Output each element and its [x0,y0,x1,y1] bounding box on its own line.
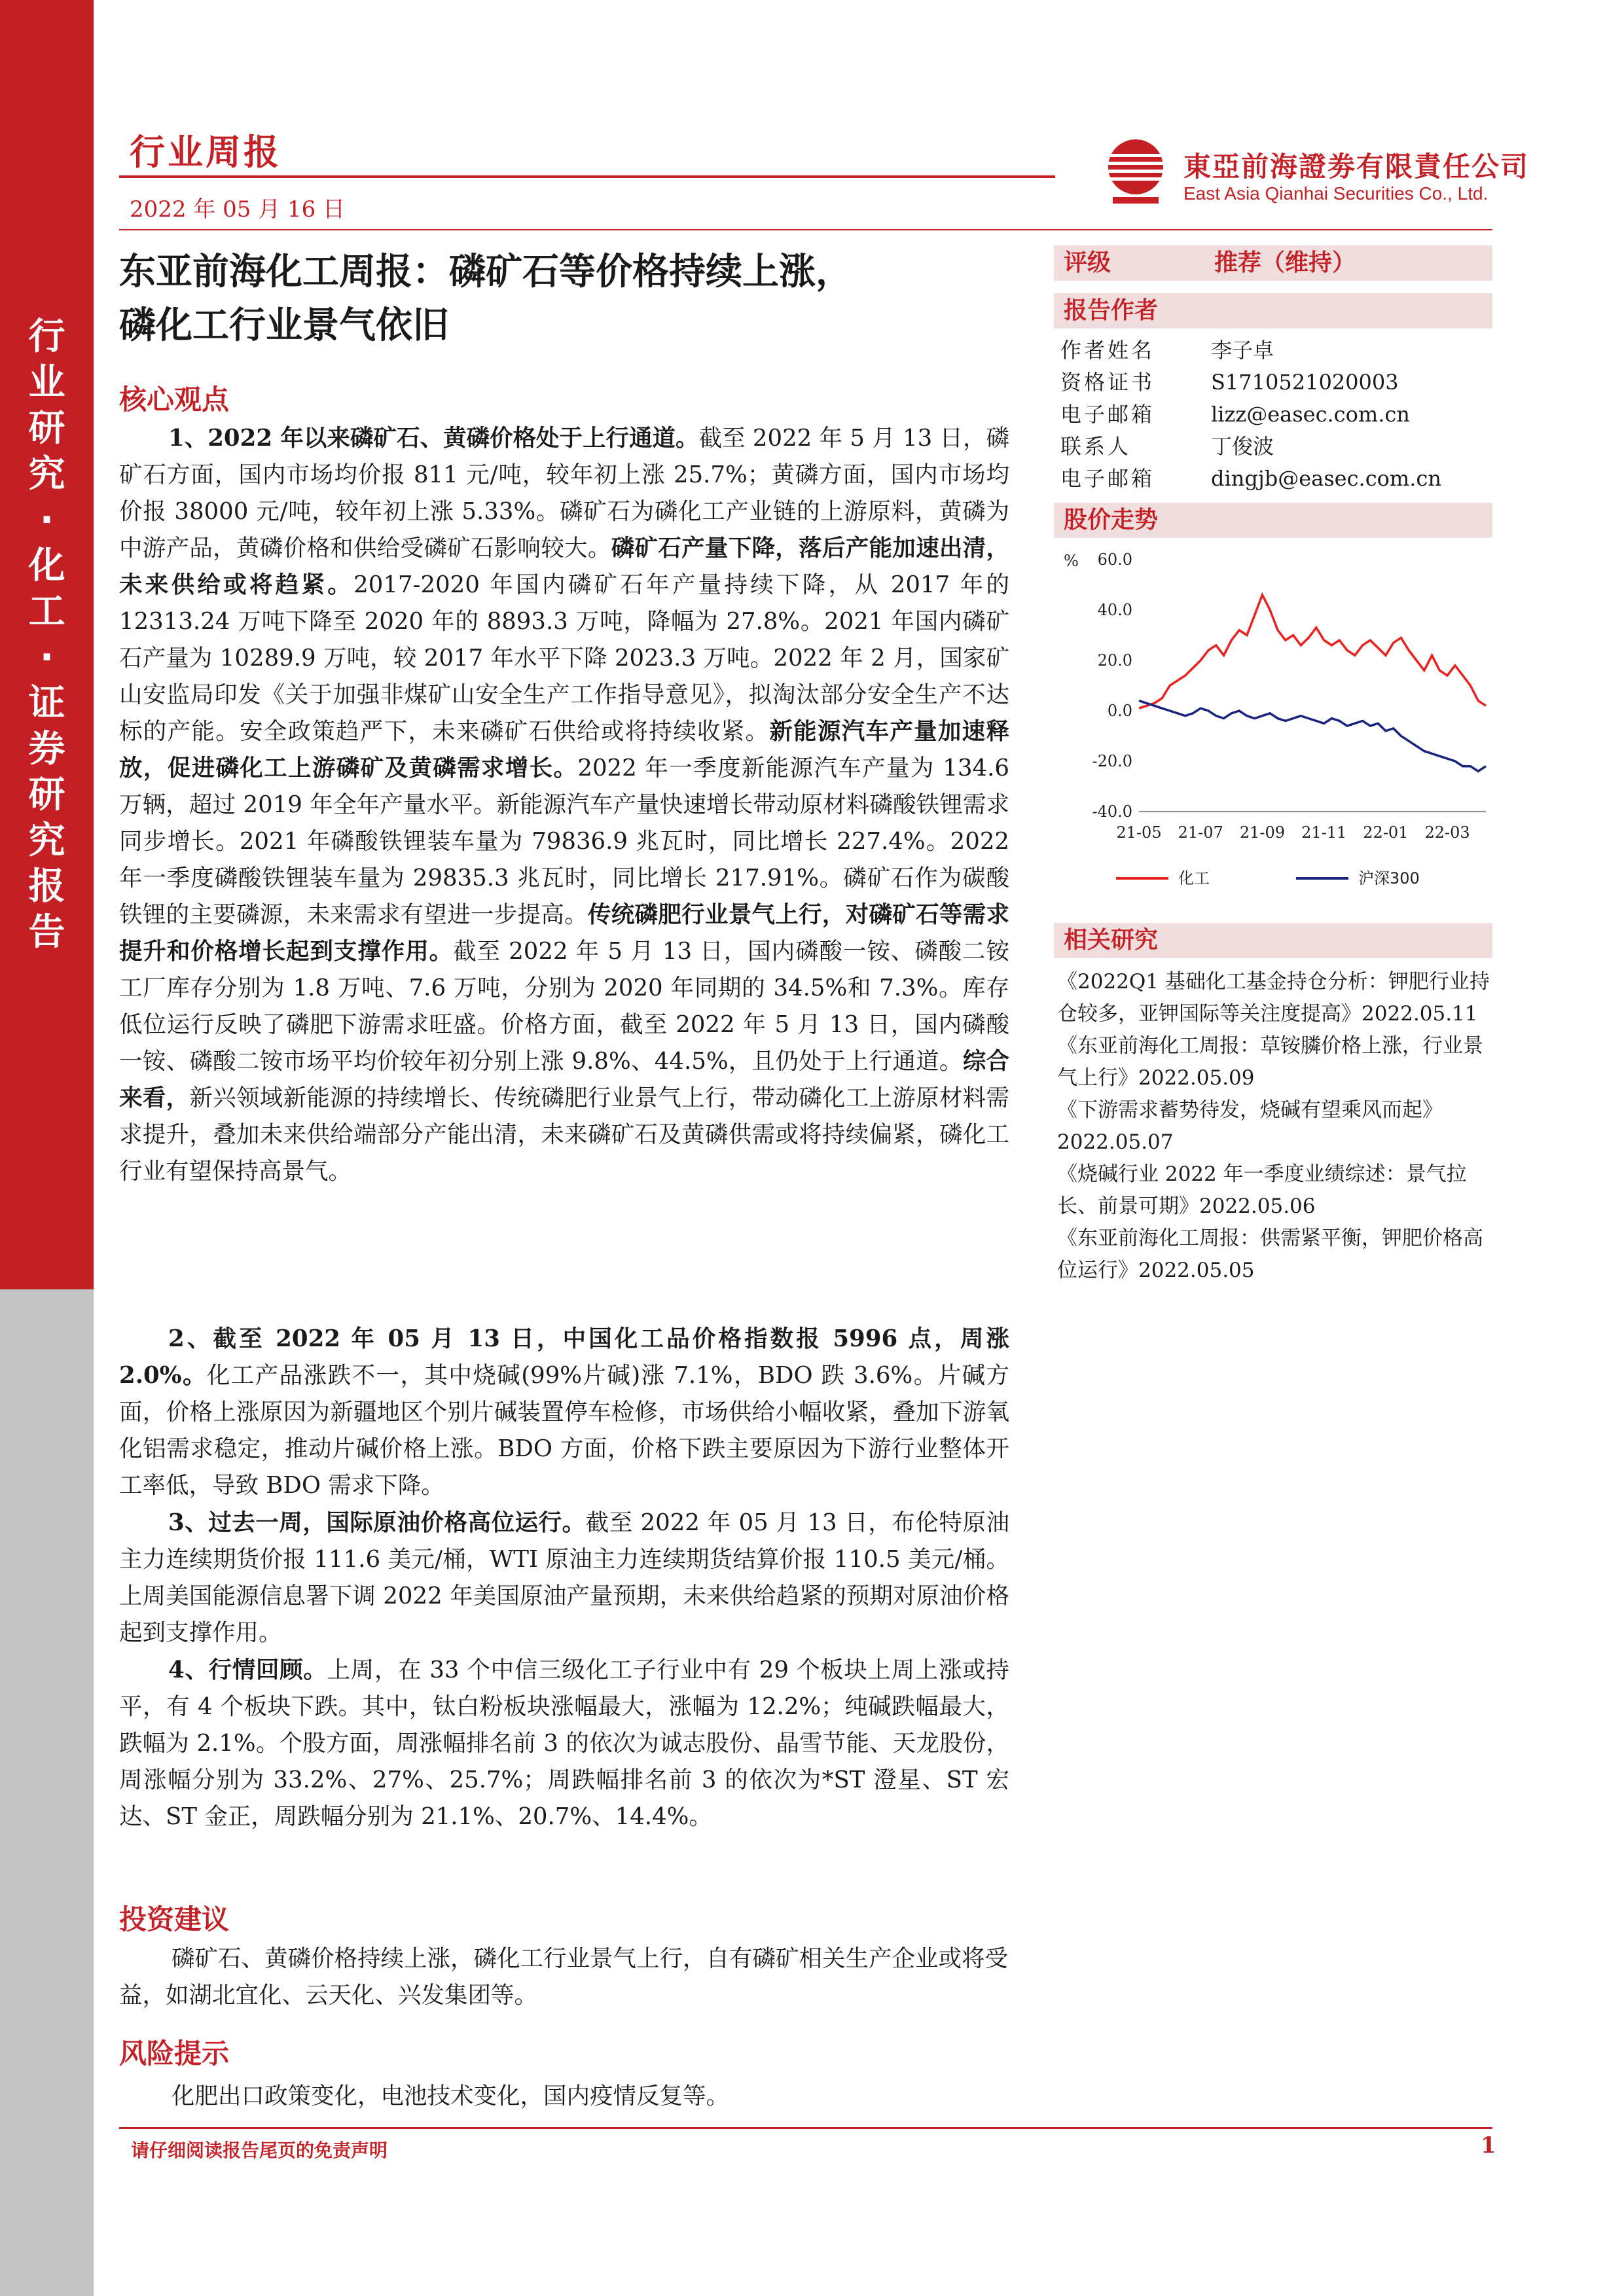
text-run: 2022 年一季度新能源汽车产量为 134.6 万辆，超过 2019 年全年产量水平。新能源汽车产量快速增长带动原材料磷酸铁锂需求同步增长。2021 年磷酸铁锂装车量为 79836.9 兆瓦时，同比增长 227.4%。2022 年一季度磷酸铁锂装车量为 29835.3 兆瓦时，同比增长 217.91%。磷矿石作为碳酸铁锂的主要磷源，未来需求有望进一步提高。 [119,755,1009,928]
sidebar-char: 工 [28,590,65,633]
sidebar-char: 证 [28,682,65,725]
invest-heading: 投资建议 [119,1903,230,1935]
authors-heading: 报告作者 [1054,293,1492,329]
author-row [1060,334,1274,367]
y-tick-label: 40.0 [1097,601,1132,619]
title-line-2: 磷化工行业景气依旧 [119,304,449,347]
core-paragraph-4 [119,1652,1009,1835]
rating-box [1054,245,1492,281]
company-logo-icon [1100,134,1172,206]
sidebar-label [0,314,94,956]
title-line-1: 东亚前海化工周报：磷矿石等价格持续上涨， [119,251,852,293]
sidebar-char: 究 [28,819,65,862]
sidebar-char: 券 [28,728,65,770]
author-field-label: 作者姓名 [1060,338,1155,363]
sidebar-char: 研 [28,774,65,816]
author-row [1060,430,1274,463]
sidebar-char: 告 [28,911,65,954]
author-field-value: lizz@easec.com.cn [1211,402,1410,427]
author-field-label: 电子邮箱 [1060,402,1155,427]
footer-rule [119,2127,1492,2129]
bold-run: 2、截至 2022 年 05 月 13 日，中国化工品价格指数报 5996 点，周涨 2.0%。 [119,1325,1009,1389]
text-run: 截至 2022 年 05 月 13 日，布伦特原油主力连续期货价报 111.6 美元/桶，WTI 原油主力连续期货结算价报 110.5 美元/桶。上周美国能源信息署下调 2022 年美国原油产量预期，未来供给趋紧的预期对原油价格起到支撑作用。 [119,1509,1010,1646]
report-date: 2022 年 05 月 16 日 [130,196,346,223]
related-research-list [1057,966,1492,1287]
company-name-en: East Asia Qianhai Securities Co., Ltd. [1183,183,1489,204]
author-field-label: 联系人 [1060,434,1132,459]
page-number: 1 [1481,2132,1496,2159]
sidebar-char: 化 [28,545,65,587]
company-name-cn: 東亞前海證劵有限責任公司 [1183,151,1530,183]
sidebar-char: 业 [28,361,65,404]
research-item: 《下游需求蓄势待发，烧碱有望乘风而起》2022.05.07 [1057,1098,1443,1154]
report-type: 行业周报 [130,132,281,173]
x-tick-label: 22-03 [1424,823,1470,842]
author-field-label: 电子邮箱 [1060,466,1155,491]
core-paragraph-3 [119,1505,1009,1651]
related-heading: 相关研究 [1054,923,1492,958]
sidebar-char: 研 [28,407,65,450]
text-run: 2017-2020 年国内磷矿石年产量持续下降，从 2017 年的 12313.24 万吨下降至 2020 年的 8893.3 万吨，降幅为 27.8%。2021 年国内磷矿石产量为 10289.9 万吨，较 2017 年水平下降 2023.3 万吨。2022 年 2 月，国家矿山安监局印发《关于加强非煤矿山安全生产工作指导意见》，拟淘汰部分安全生产不达标的产能。安全政策趋严下，未来磷矿石供给或将持续收紧。 [119,571,1009,745]
x-tick-label: 21-07 [1178,823,1223,842]
text-run: 上周，在 33 个中信三级化工子行业中有 29 个板块上周上涨或持平，有 4 个板块下跌。其中，钛白粉板块涨幅最大，涨幅为 12.2%；纯碱跌幅最大，跌幅为 2.1%。个股方面，周涨幅排名前 3 的依次为诚志股份、晶雪节能、天龙股份，周涨幅分别为 33.2%、27%、25.7%；周跌幅排名前 3 的依次为*ST 澄星、ST 宏达、ST 金正，周跌幅分别为 21.1%、20.7%、14.4%。 [119,1657,1010,1830]
text-run: 截至 2022 年 5 月 13 日，国内磷酸一铵、磷酸二铵工厂库存分别为 1.8 万吨、7.6 万吨，分别为 2020 年同期的 34.5%和 7.3%。库存低位运行反映了磷肥下游需求旺盛。价格方面，截至 2022 年 5 月 13 日，国内磷酸一铵、磷酸二铵市场平均价较年初分别上涨 9.8%、44.5%，且仍处于上行通道。 [119,938,1009,1075]
author-field-value: 丁俊波 [1211,434,1274,459]
core-heading: 核心观点 [119,384,230,416]
sidebar-char: · [39,636,54,679]
bold-run: 3、过去一周，国际原油价格高位运行。 [168,1509,586,1536]
research-item: 《东亚前海化工周报：供需紧平衡，钾肥价格高位运行》2022.05.05 [1057,1227,1483,1282]
rating-value: 推荐（维持） [1214,249,1356,276]
text-run: 化工产品涨跌不一，其中烧碱(99%片碱)涨 7.1%，BDO 跌 3.6%。片碱方面，价格上涨原因为新疆地区个别片碱装置停车检修，市场供给小幅收紧，叠加下游氧化铝需求稳定，推动片碱价格上涨。BDO 方面，价格下跌主要原因为下游行业整体开工率低，导致 BDO 需求下降。 [119,1362,1009,1499]
text-run: 新兴领域新能源的持续增长、传统磷肥行业景气上行，带动磷化工上游原材料需求提升，叠加未来供给端部分产能出清，未来磷矿石及黄磷供需或将持续偏紧，磷化工行业有望保持高景气。 [119,1085,1009,1185]
author-row [1060,366,1399,399]
stock-heading: 股价走势 [1054,503,1492,538]
bold-run: 磷矿石产量下降，落后产能加速出清，未来供给或将趋紧。 [119,535,1009,598]
sidebar-char: · [39,499,54,541]
research-item: 《2022Q1 基础化工基金持仓分析：钾肥行业持仓较多，亚钾国际等关注度提高》2022.05.11 [1057,970,1490,1026]
research-item: 《东亚前海化工周报：草铵膦价格上涨，行业景气上行》2022.05.09 [1057,1034,1483,1090]
x-tick-label: 21-09 [1239,823,1286,842]
bold-run: 综合来看， [119,1048,1009,1111]
x-tick-label: 22-01 [1363,823,1409,842]
x-tick-label: 21-05 [1116,823,1162,842]
sidebar-char: 报 [28,865,65,908]
research-item: 《烧碱行业 2022 年一季度业绩综述：景气拉长、前景可期》2022.05.06 [1057,1162,1467,1218]
stock-trend-chart [1054,547,1492,900]
author-field-value: 李子卓 [1211,338,1274,363]
invest-text: 磷矿石、黄磷价格持续上涨，磷化工行业景气上行，自有磷矿相关生产企业或将受益，如湖北宜化、云天化、兴发集团等。 [119,1945,1009,2009]
bold-run: 4、行情回顾。 [168,1657,327,1683]
author-field-label: 资格证书 [1060,370,1155,395]
y-tick-label: -40.0 [1092,802,1132,821]
author-row [1060,398,1410,431]
series-line-csi300 [1139,701,1486,772]
author-field-value: dingjb@easec.com.cn [1211,466,1441,491]
footer-disclaimer: 请仔细阅读报告尾页的免责声明 [131,2140,388,2161]
y-tick-label: 60.0 [1097,550,1132,569]
report-title [119,245,1036,353]
core-paragraph-2 [119,1321,1009,1504]
author-field-value: S1710521020003 [1211,370,1399,395]
y-tick-label: -20.0 [1092,752,1132,770]
author-row [1060,462,1441,495]
text-run: 截至 2022 年 5 月 13 日，磷矿石方面，国内市场均价报 811 元/吨，较年初上涨 25.7%；黄磷方面，国内市场均价报 38000 元/吨，较年初上涨 5.33%。磷矿石为磷化工产业链的上游原料，黄磷为中游产品，黄磷价格和供给受磷矿石影响较大。 [119,425,1010,562]
risk-text: 化肥出口政策变化，电池技术变化，国内疫情反复等。 [171,2083,730,2109]
series-line-chemical [1139,595,1486,708]
sidebar-char: 究 [28,453,65,495]
y-axis-unit: % [1064,552,1079,570]
y-tick-label: 0.0 [1107,702,1132,720]
bold-run: 1、2022 年以来磷矿石、黄磷价格处于上行通道。 [168,425,699,452]
bold-run: 传统磷肥行业景气上行，对磷矿石等需求提升和价格增长起到支撑作用。 [119,901,1009,965]
header-rule [119,175,1055,178]
y-tick-label: 20.0 [1097,651,1132,670]
risk-heading: 风险提示 [119,2037,230,2070]
sidebar-char: 行 [28,315,65,358]
legend-label: 沪深300 [1358,869,1420,888]
rating-label: 评级 [1064,249,1111,276]
core-paragraph-1 [119,420,1009,1190]
x-tick-label: 21-11 [1301,823,1347,842]
header-divider [119,229,1492,230]
bold-run: 新能源汽车产量加速释放，促进磷化工上游磷矿及黄磷需求增长。 [119,718,1009,781]
legend-label: 化工 [1178,869,1210,888]
